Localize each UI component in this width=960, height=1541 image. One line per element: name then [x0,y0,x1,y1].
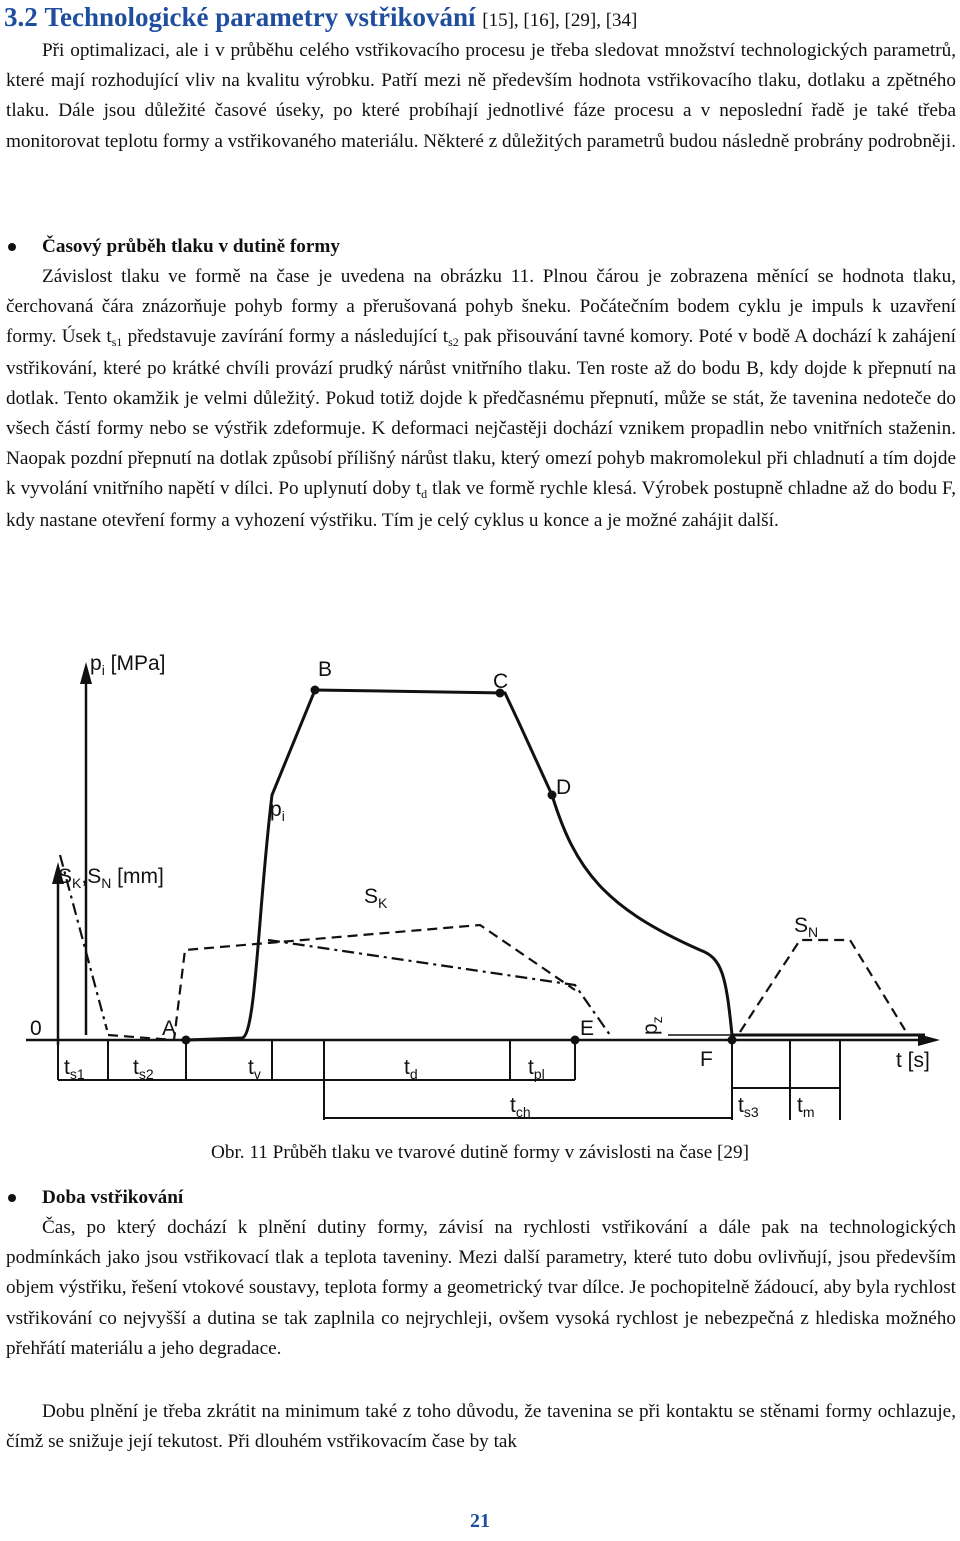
segment-ts3-label: $t_{s3}$ [738,1094,759,1120]
point-f-label: F [700,1048,713,1071]
segment-ts2-label: $t_{s2}$ [133,1056,154,1082]
figure-caption: Obr. 11 Průběh tlaku ve tvarové dutině formy v závislosti na čase [29] [211,1142,749,1163]
section-title: Technologické parametry vstřikování [44,2,476,32]
pressure-curve [186,690,925,1040]
origin-label: 0 [30,1017,42,1040]
segment-tv-label: $t_v$ [248,1056,261,1082]
point-b-label: B [318,658,333,681]
segment-td-label: $t_d$ [404,1056,418,1082]
pressure-text-4: tlak ve formě rychle klesá. Výrobek postupně chladne až do bodu F, kdy nastane otevření formy a vyhození výstřiku. Tím je celý cyklus u konce a je možné zahájit další. [6,478,956,531]
segment-tch-label: $t_{ch}$ [510,1094,531,1120]
section-number: 3.2 [4,2,38,32]
segment-tm-label: $t_m$ [797,1094,815,1120]
intro-paragraph: Při optimalizaci, ale i v průběhu celého vstřikovacího procesu je třeba sledovat množství technologických parametrů, které mají rozhodující vliv na kvalitu výrobku. Patří mezi ně především hodnota vstřikovacího tlaku, dotlaku a zpětného tlaku. Dále jsou důležité časové úseky, po které probíhají jednotlivé fáze procesu a v neposlední řadě je také třeba monitorovat teplotu formy a vstřikovaného materiálu. Některé z důležitých parametrů budou následně probrány podrobněji. [6,40,957,152]
bullet-title: Doba vstřikování [42,1187,184,1208]
point-b-marker [311,686,320,695]
subscript: d [421,487,428,502]
pressure-text-3: pak přisouvání tavné komory. Poté v bodě A dochází k zahájení vstřikování, které po krátké chvíli provází prudký nárůst vnitřního tlaku. Ten roste až do bodu B, kdy dojde k přepnutí na dotlak. Tento okamžik je velmi důležitý. Pokud totiž dojde k předčasnému přepnutí, může se stát, že tavenina nedoteče do všech částí formy nebo se výstřik zdeformuje. K deformaci nejčastěji dochází vznikem propadlin nebo vnitřních staženin. Naopak pozdní přepnutí na dotlak způsobí přílišný nárůst tlaku, který omezí pohyb makromolekul při chladnutí a tím dojde k vyvolání vnitřního napětí v dílci. Po uplynutí doby t [6,326,956,500]
pressure-paragraph [6,262,956,536]
bullet-title: Časový průběh tlaku v dutině formy [42,236,340,257]
page-number: 21 [470,1510,490,1532]
diagram-svg [0,640,960,1130]
point-d-label: D [556,776,572,799]
bullet-injection-time [6,1183,956,1213]
bullet-pressure-course [6,232,956,262]
screw-movement-line [108,925,905,1040]
segment-tpl-label: $t_{pl}$ [528,1056,545,1082]
y-axis-second-label: $S_K,S_N$ [mm] [58,865,164,891]
pressure-text-2: představuje zavírání formy a následující t [122,326,449,348]
curve-pi-label: $p_i$ [270,798,285,824]
bullet-icon [8,1194,16,1202]
curve-sn-label: $S_N$ [794,914,819,940]
section-references: [15], [16], [29], [34] [482,10,638,31]
section-heading [4,2,956,32]
subscript: s2 [448,335,459,350]
pressure-diagram [0,640,960,1130]
time-bars [58,1080,840,1118]
point-a-label: A [162,1017,177,1040]
segment-ts1-label: $t_{s1}$ [64,1056,85,1082]
pz-label: $p_z$ [639,1016,665,1035]
y-axis-main-label: $p_i$ [MPa] [90,652,166,678]
bullet-icon [8,243,16,251]
point-c-label: C [493,670,509,693]
subscript: s1 [111,335,123,350]
injection-time-paragraph: Čas, po který dochází k plnění dutiny formy, závisí na rychlosti vstřikování a dále pak na technologických podmínkách jako jsou vstřikovací tlak a teplota taveniny. Mezi další parametry, které tuto dobu ovlivňují, jsou především objem výstřiku, řešení vtokové soustavy, teplota formy a geometrický tvar dílce. Je pochopitelně žádoucí, aby byla rychlost vstřikování co nejvyšší a dutina se tak zaplnila co nejrychleji, ovšem vysoká rychlost je nebezpečná z hlediska možného přehřátí materiálu a jeho degradace. [6,1217,956,1359]
curve-sk-label: $S_K$ [364,885,388,911]
x-axis-label: t [s] [896,1049,930,1072]
filling-time-paragraph: Dobu plnění je třeba zkrátit na minimum také z toho důvodu, že tavenina se při kontaktu se stěnami formy ochlazuje, čímž se snižuje její tekutost. Při dlouhém vstřikovacím čase by tak [6,1401,956,1453]
pressure-text-1: Závislost tlaku ve formě na čase je uvedena na obrázku 11. Plnou čárou je zobrazena měnící se hodnota tlaku, čerchovaná čára znázorňuje pohyb formy a přerušovaná pohyb šneku. Počátečním bodem cyklu je impuls k uzavření formy. Úsek t [6,266,956,348]
point-e-label: E [580,1017,595,1040]
